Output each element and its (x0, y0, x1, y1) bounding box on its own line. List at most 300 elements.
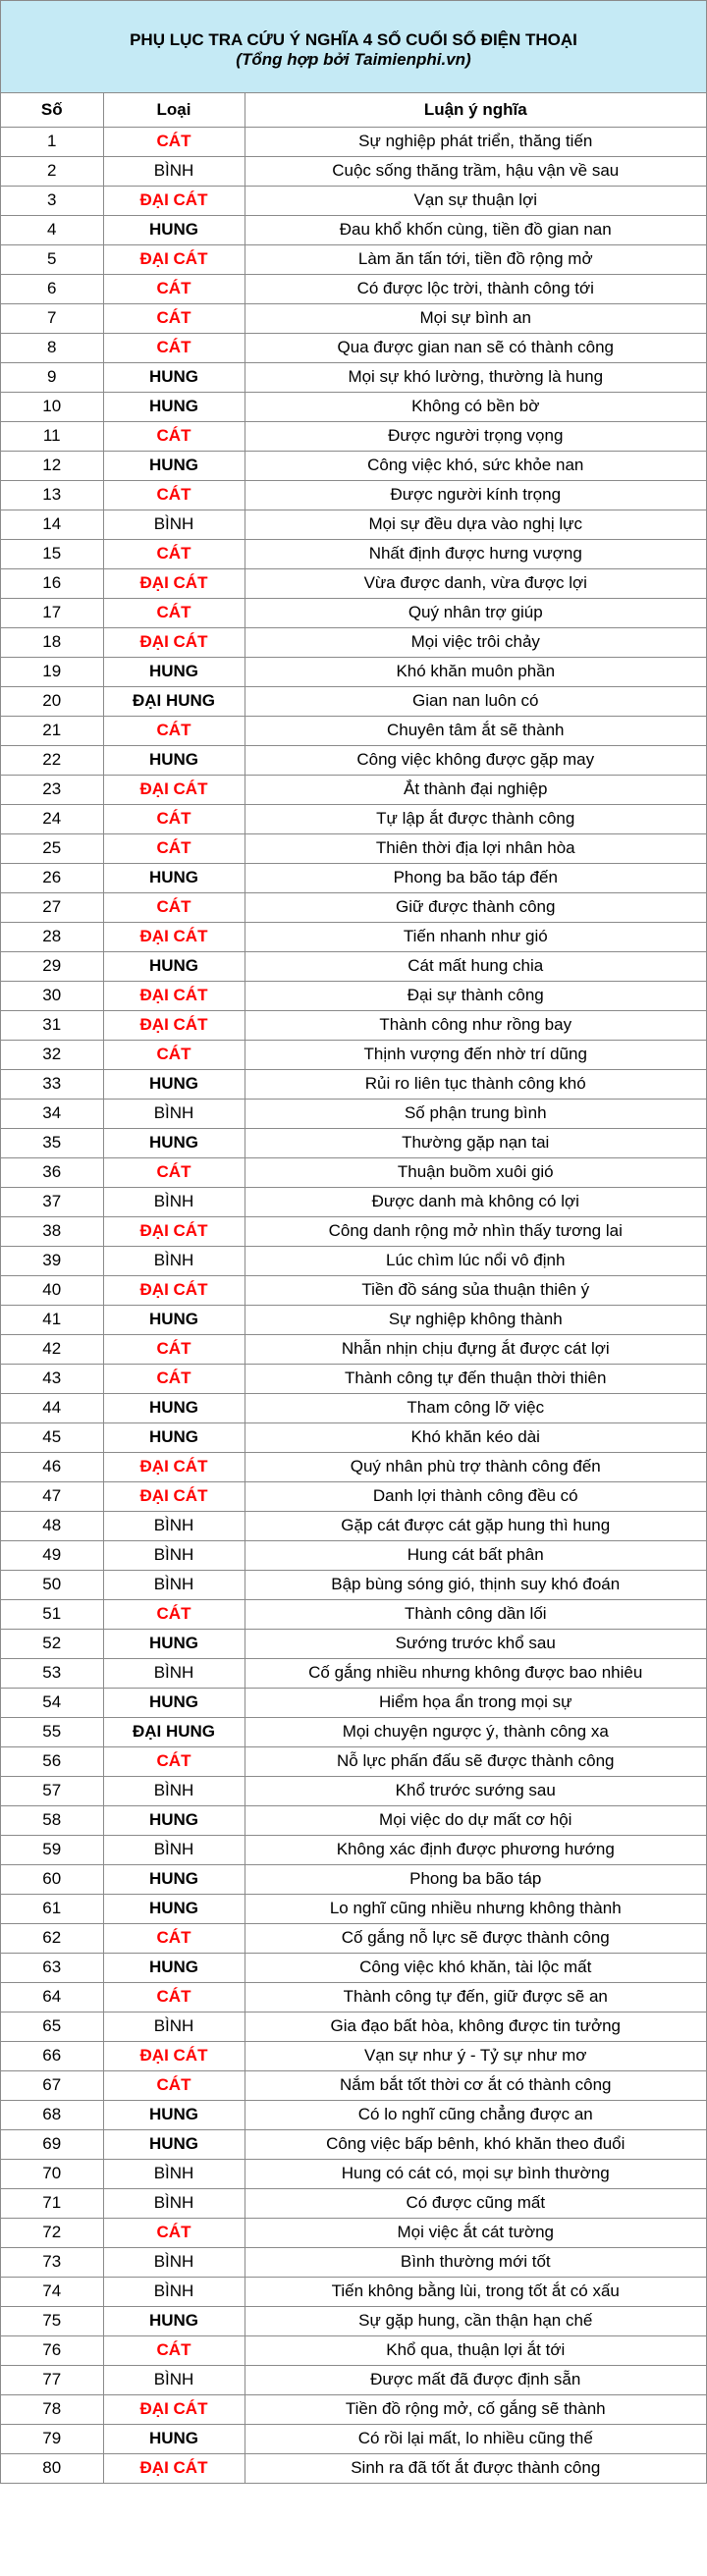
page-subtitle: (Tổng hợp bởi Taimienphi.vn) (236, 50, 471, 69)
row-number: 11 (1, 421, 103, 451)
row-meaning: Nỗ lực phấn đấu sẽ được thành công (245, 1746, 706, 1776)
row-meaning: Số phận trung bình (245, 1099, 706, 1128)
row-number: 33 (1, 1069, 103, 1099)
table-row (1, 981, 706, 1010)
row-number: 21 (1, 716, 103, 745)
row-number: 7 (1, 303, 103, 333)
row-number: 35 (1, 1128, 103, 1157)
table-row (1, 775, 706, 804)
row-type: CÁT (103, 1334, 245, 1364)
table-row (1, 1688, 706, 1717)
row-number: 64 (1, 1982, 103, 2012)
row-number: 61 (1, 1894, 103, 1923)
row-meaning: Gia đạo bất hòa, không được tin tưởng (245, 2012, 706, 2041)
table-row (1, 274, 706, 303)
table-row (1, 2188, 706, 2218)
row-meaning: Có rồi lại mất, lo nhiều cũng thế (245, 2424, 706, 2453)
row-number: 54 (1, 1688, 103, 1717)
row-meaning: Có được lộc trời, thành công tới (245, 274, 706, 303)
table-row (1, 2070, 706, 2100)
table-row (1, 244, 706, 274)
row-type: CÁT (103, 274, 245, 303)
row-type: CÁT (103, 1599, 245, 1629)
table-row (1, 186, 706, 215)
row-number: 20 (1, 686, 103, 716)
row-type: HUNG (103, 2129, 245, 2159)
table-row (1, 1481, 706, 1511)
row-type: CÁT (103, 804, 245, 833)
row-meaning: Được người kính trọng (245, 480, 706, 510)
meaning-table (1, 93, 706, 2484)
row-number: 26 (1, 863, 103, 892)
row-meaning: Khó khăn kéo dài (245, 1422, 706, 1452)
table-row (1, 1776, 706, 1805)
row-type: CÁT (103, 1040, 245, 1069)
table-row (1, 1835, 706, 1864)
row-type: BÌNH (103, 1099, 245, 1128)
row-type: CÁT (103, 421, 245, 451)
row-meaning: Mọi sự đều dựa vào nghị lực (245, 510, 706, 539)
row-meaning: Hiểm họa ẩn trong mọi sự (245, 1688, 706, 1717)
row-meaning: Tiền đồ sáng sủa thuận thiên ý (245, 1275, 706, 1305)
row-type: CÁT (103, 480, 245, 510)
row-type: HUNG (103, 362, 245, 392)
row-number: 55 (1, 1717, 103, 1746)
row-meaning: Có lo nghĩ cũng chẳng được an (245, 2100, 706, 2129)
table-row (1, 1982, 706, 2012)
table-row (1, 2335, 706, 2365)
row-meaning: Được mất đã được định sẵn (245, 2365, 706, 2394)
row-number: 13 (1, 480, 103, 510)
row-number: 70 (1, 2159, 103, 2188)
row-type: CÁT (103, 1157, 245, 1187)
table-row (1, 303, 706, 333)
row-meaning: Đại sự thành công (245, 981, 706, 1010)
row-number: 48 (1, 1511, 103, 1540)
row-number: 58 (1, 1805, 103, 1835)
table-row (1, 1717, 706, 1746)
row-meaning: Mọi việc do dự mất cơ hội (245, 1805, 706, 1835)
row-number: 27 (1, 892, 103, 922)
table-row (1, 1040, 706, 1069)
row-meaning: Mọi chuyện ngược ý, thành công xa (245, 1717, 706, 1746)
table-row (1, 1923, 706, 1953)
row-number: 57 (1, 1776, 103, 1805)
table-row (1, 1570, 706, 1599)
row-number: 30 (1, 981, 103, 1010)
row-type: BÌNH (103, 156, 245, 186)
table-row (1, 627, 706, 657)
row-type: HUNG (103, 2424, 245, 2453)
row-number: 39 (1, 1246, 103, 1275)
row-number: 68 (1, 2100, 103, 2129)
table-row (1, 1805, 706, 1835)
table-row (1, 1658, 706, 1688)
table-header-row (1, 93, 706, 127)
table-row (1, 2306, 706, 2335)
row-meaning: Sướng trước khổ sau (245, 1629, 706, 1658)
row-number: 12 (1, 451, 103, 480)
row-type: ĐẠI CÁT (103, 1481, 245, 1511)
table-row (1, 2277, 706, 2306)
row-type: HUNG (103, 863, 245, 892)
row-type: HUNG (103, 657, 245, 686)
table-row (1, 833, 706, 863)
row-number: 25 (1, 833, 103, 863)
table-row (1, 1128, 706, 1157)
row-meaning: Công việc không được gặp may (245, 745, 706, 775)
row-meaning: Phong ba bão táp (245, 1864, 706, 1894)
table-row (1, 1275, 706, 1305)
row-meaning: Rủi ro liên tục thành công khó (245, 1069, 706, 1099)
row-meaning: Chuyên tâm ắt sẽ thành (245, 716, 706, 745)
row-meaning: Công việc khó, sức khỏe nan (245, 451, 706, 480)
row-number: 9 (1, 362, 103, 392)
table-row (1, 156, 706, 186)
row-meaning: Gặp cát được cát gặp hung thì hung (245, 1511, 706, 1540)
row-number: 41 (1, 1305, 103, 1334)
row-meaning: Lo nghĩ cũng nhiều nhưng không thành (245, 1894, 706, 1923)
row-meaning: Thành công tự đến, giữ được sẽ an (245, 1982, 706, 2012)
table-row (1, 1157, 706, 1187)
row-meaning: Thành công dần lối (245, 1599, 706, 1629)
table-body (1, 127, 706, 2483)
row-meaning: Phong ba bão táp đến (245, 863, 706, 892)
row-number: 4 (1, 215, 103, 244)
row-type: CÁT (103, 539, 245, 568)
row-type: ĐẠI CÁT (103, 981, 245, 1010)
row-type: ĐẠI CÁT (103, 1010, 245, 1040)
table-row (1, 1511, 706, 1540)
row-meaning: Tiến nhanh như gió (245, 922, 706, 951)
table-row (1, 892, 706, 922)
row-meaning: Quý nhân trợ giúp (245, 598, 706, 627)
row-type: HUNG (103, 951, 245, 981)
row-meaning: Thường gặp nạn tai (245, 1128, 706, 1157)
row-meaning: Khó khăn muôn phần (245, 657, 706, 686)
row-number: 19 (1, 657, 103, 686)
row-type: CÁT (103, 2335, 245, 2365)
row-number: 16 (1, 568, 103, 598)
table-row (1, 1305, 706, 1334)
row-meaning: Sự gặp hung, cần thận hạn chế (245, 2306, 706, 2335)
row-meaning: Khổ qua, thuận lợi ắt tới (245, 2335, 706, 2365)
table-row (1, 2453, 706, 2483)
row-meaning: Cố gắng nỗ lực sẽ được thành công (245, 1923, 706, 1953)
table-row (1, 1393, 706, 1422)
table-row (1, 657, 706, 686)
row-meaning: Không xác định được phương hướng (245, 1835, 706, 1864)
row-number: 75 (1, 2306, 103, 2335)
row-type: ĐẠI HUNG (103, 1717, 245, 1746)
table-row (1, 215, 706, 244)
row-number: 53 (1, 1658, 103, 1688)
row-number: 51 (1, 1599, 103, 1629)
row-meaning: Thành công tự đến thuận thời thiên (245, 1364, 706, 1393)
table-row (1, 951, 706, 981)
row-type: HUNG (103, 1305, 245, 1334)
row-number: 34 (1, 1099, 103, 1128)
row-meaning: Thành công như rồng bay (245, 1010, 706, 1040)
row-number: 40 (1, 1275, 103, 1305)
row-type: ĐẠI CÁT (103, 2394, 245, 2424)
table-row (1, 745, 706, 775)
table-row (1, 1452, 706, 1481)
table-row (1, 2159, 706, 2188)
row-type: BÌNH (103, 1511, 245, 1540)
row-type: CÁT (103, 1364, 245, 1393)
row-number: 18 (1, 627, 103, 657)
table-row (1, 392, 706, 421)
row-meaning: Sự nghiệp không thành (245, 1305, 706, 1334)
row-meaning: Thiên thời địa lợi nhân hòa (245, 833, 706, 863)
row-meaning: Hung cát bất phân (245, 1540, 706, 1570)
table-row (1, 539, 706, 568)
row-number: 24 (1, 804, 103, 833)
table-row (1, 421, 706, 451)
row-number: 79 (1, 2424, 103, 2453)
table-row (1, 2012, 706, 2041)
row-number: 15 (1, 539, 103, 568)
row-type: ĐẠI CÁT (103, 775, 245, 804)
row-type: ĐẠI CÁT (103, 2453, 245, 2483)
row-meaning: Tự lập ắt được thành công (245, 804, 706, 833)
row-type: ĐẠI CÁT (103, 922, 245, 951)
row-type: ĐẠI CÁT (103, 1216, 245, 1246)
row-type: CÁT (103, 1982, 245, 2012)
row-number: 8 (1, 333, 103, 362)
row-type: CÁT (103, 333, 245, 362)
row-meaning: Vạn sự thuận lợi (245, 186, 706, 215)
column-header-number: Số (1, 93, 103, 127)
row-type: BÌNH (103, 1776, 245, 1805)
row-meaning: Vạn sự như ý - Tỷ sự như mơ (245, 2041, 706, 2070)
row-number: 72 (1, 2218, 103, 2247)
row-meaning: Được danh mà không có lợi (245, 1187, 706, 1216)
column-header-type: Loại (103, 93, 245, 127)
table-row (1, 2365, 706, 2394)
row-type: HUNG (103, 392, 245, 421)
row-number: 74 (1, 2277, 103, 2306)
row-type: BÌNH (103, 2365, 245, 2394)
row-type: ĐẠI HUNG (103, 686, 245, 716)
table-row (1, 2218, 706, 2247)
row-type: BÌNH (103, 2159, 245, 2188)
row-number: 47 (1, 1481, 103, 1511)
row-number: 65 (1, 2012, 103, 2041)
row-type: CÁT (103, 892, 245, 922)
row-type: ĐẠI CÁT (103, 2041, 245, 2070)
row-number: 6 (1, 274, 103, 303)
table-row (1, 1246, 706, 1275)
row-type: BÌNH (103, 1835, 245, 1864)
row-type: ĐẠI CÁT (103, 244, 245, 274)
table-row (1, 686, 706, 716)
row-number: 44 (1, 1393, 103, 1422)
row-type: CÁT (103, 303, 245, 333)
row-meaning: Vừa được danh, vừa được lợi (245, 568, 706, 598)
row-number: 32 (1, 1040, 103, 1069)
row-meaning: Nhẫn nhịn chịu đựng ắt được cát lợi (245, 1334, 706, 1364)
row-meaning: Sinh ra đã tốt ắt được thành công (245, 2453, 706, 2483)
row-number: 43 (1, 1364, 103, 1393)
row-type: ĐẠI CÁT (103, 627, 245, 657)
row-type: ĐẠI CÁT (103, 568, 245, 598)
row-type: HUNG (103, 745, 245, 775)
row-type: HUNG (103, 1953, 245, 1982)
row-type: BÌNH (103, 1570, 245, 1599)
row-type: BÌNH (103, 2012, 245, 2041)
row-number: 45 (1, 1422, 103, 1452)
table-row (1, 2424, 706, 2453)
row-type: BÌNH (103, 1246, 245, 1275)
row-meaning: Mọi sự bình an (245, 303, 706, 333)
table-row (1, 1599, 706, 1629)
row-meaning: Công danh rộng mở nhìn thấy tương lai (245, 1216, 706, 1246)
row-type: ĐẠI CÁT (103, 186, 245, 215)
row-type: HUNG (103, 1864, 245, 1894)
table-row (1, 451, 706, 480)
row-number: 59 (1, 1835, 103, 1864)
row-number: 38 (1, 1216, 103, 1246)
table-row (1, 1422, 706, 1452)
row-number: 50 (1, 1570, 103, 1599)
row-type: CÁT (103, 1746, 245, 1776)
row-number: 80 (1, 2453, 103, 2483)
row-type: BÌNH (103, 1540, 245, 1570)
table-row (1, 1334, 706, 1364)
row-meaning: Nhất định được hưng vượng (245, 539, 706, 568)
row-number: 46 (1, 1452, 103, 1481)
row-meaning: Bập bùng sóng gió, thịnh suy khó đoán (245, 1570, 706, 1599)
table-row (1, 2247, 706, 2277)
row-meaning: Cát mất hung chia (245, 951, 706, 981)
table-row (1, 2129, 706, 2159)
row-number: 69 (1, 2129, 103, 2159)
row-meaning: Mọi việc ắt cát tường (245, 2218, 706, 2247)
table-row (1, 333, 706, 362)
row-type: HUNG (103, 1128, 245, 1157)
row-meaning: Danh lợi thành công đều có (245, 1481, 706, 1511)
table-row (1, 568, 706, 598)
row-meaning: Gian nan luôn có (245, 686, 706, 716)
row-number: 62 (1, 1923, 103, 1953)
table-row (1, 1010, 706, 1040)
table-row (1, 1953, 706, 1982)
row-number: 42 (1, 1334, 103, 1364)
row-type: BÌNH (103, 1187, 245, 1216)
row-type: HUNG (103, 2306, 245, 2335)
table-row (1, 1216, 706, 1246)
row-meaning: Thuận buồm xuôi gió (245, 1157, 706, 1187)
row-meaning: Tham công lỡ việc (245, 1393, 706, 1422)
row-type: ĐẠI CÁT (103, 1275, 245, 1305)
row-meaning: Giữ được thành công (245, 892, 706, 922)
row-number: 67 (1, 2070, 103, 2100)
table-row (1, 1069, 706, 1099)
row-type: CÁT (103, 2070, 245, 2100)
row-meaning: Bình thường mới tốt (245, 2247, 706, 2277)
row-type: CÁT (103, 716, 245, 745)
row-number: 5 (1, 244, 103, 274)
row-meaning: Lúc chìm lúc nổi vô định (245, 1246, 706, 1275)
table-row (1, 1099, 706, 1128)
row-type: HUNG (103, 1688, 245, 1717)
row-number: 71 (1, 2188, 103, 2218)
row-type: HUNG (103, 1393, 245, 1422)
table-row (1, 480, 706, 510)
table-row (1, 1187, 706, 1216)
row-meaning: Ắt thành đại nghiệp (245, 775, 706, 804)
row-number: 23 (1, 775, 103, 804)
table-row (1, 2041, 706, 2070)
table-row (1, 598, 706, 627)
table-row (1, 1364, 706, 1393)
table-row (1, 2394, 706, 2424)
table-row (1, 1540, 706, 1570)
row-number: 63 (1, 1953, 103, 1982)
row-number: 36 (1, 1157, 103, 1187)
row-type: BÌNH (103, 2277, 245, 2306)
row-meaning: Cuộc sống thăng trầm, hậu vận về sau (245, 156, 706, 186)
row-number: 52 (1, 1629, 103, 1658)
row-number: 29 (1, 951, 103, 981)
row-type: CÁT (103, 2218, 245, 2247)
row-type: CÁT (103, 598, 245, 627)
row-number: 49 (1, 1540, 103, 1570)
row-number: 14 (1, 510, 103, 539)
row-type: BÌNH (103, 2188, 245, 2218)
row-number: 60 (1, 1864, 103, 1894)
row-meaning: Qua được gian nan sẽ có thành công (245, 333, 706, 362)
row-type: HUNG (103, 1069, 245, 1099)
table-row (1, 127, 706, 156)
row-meaning: Quý nhân phù trợ thành công đến (245, 1452, 706, 1481)
row-meaning: Sự nghiệp phát triển, thăng tiến (245, 127, 706, 156)
row-meaning: Tiến không bằng lùi, trong tốt ắt có xấu (245, 2277, 706, 2306)
row-number: 3 (1, 186, 103, 215)
row-meaning: Công việc khó khăn, tài lộc mất (245, 1953, 706, 1982)
row-type: CÁT (103, 127, 245, 156)
row-meaning: Mọi sự khó lường, thường là hung (245, 362, 706, 392)
row-number: 73 (1, 2247, 103, 2277)
row-meaning: Không có bền bờ (245, 392, 706, 421)
column-header-meaning: Luận ý nghĩa (245, 93, 706, 127)
table-row (1, 510, 706, 539)
title-block (1, 1, 706, 93)
row-meaning: Làm ăn tấn tới, tiền đồ rộng mở (245, 244, 706, 274)
table-row (1, 1746, 706, 1776)
row-number: 10 (1, 392, 103, 421)
row-number: 78 (1, 2394, 103, 2424)
row-type: HUNG (103, 1629, 245, 1658)
row-meaning: Thịnh vượng đến nhờ trí dũng (245, 1040, 706, 1069)
row-number: 31 (1, 1010, 103, 1040)
row-number: 1 (1, 127, 103, 156)
row-type: CÁT (103, 833, 245, 863)
row-number: 56 (1, 1746, 103, 1776)
row-number: 37 (1, 1187, 103, 1216)
table-row (1, 362, 706, 392)
row-meaning: Khổ trước sướng sau (245, 1776, 706, 1805)
row-type: BÌNH (103, 510, 245, 539)
row-type: BÌNH (103, 2247, 245, 2277)
table-row (1, 804, 706, 833)
table-row (1, 1629, 706, 1658)
row-meaning: Cố gắng nhiều nhưng không được bao nhiêu (245, 1658, 706, 1688)
row-meaning: Nắm bắt tốt thời cơ ắt có thành công (245, 2070, 706, 2100)
row-type: HUNG (103, 1894, 245, 1923)
